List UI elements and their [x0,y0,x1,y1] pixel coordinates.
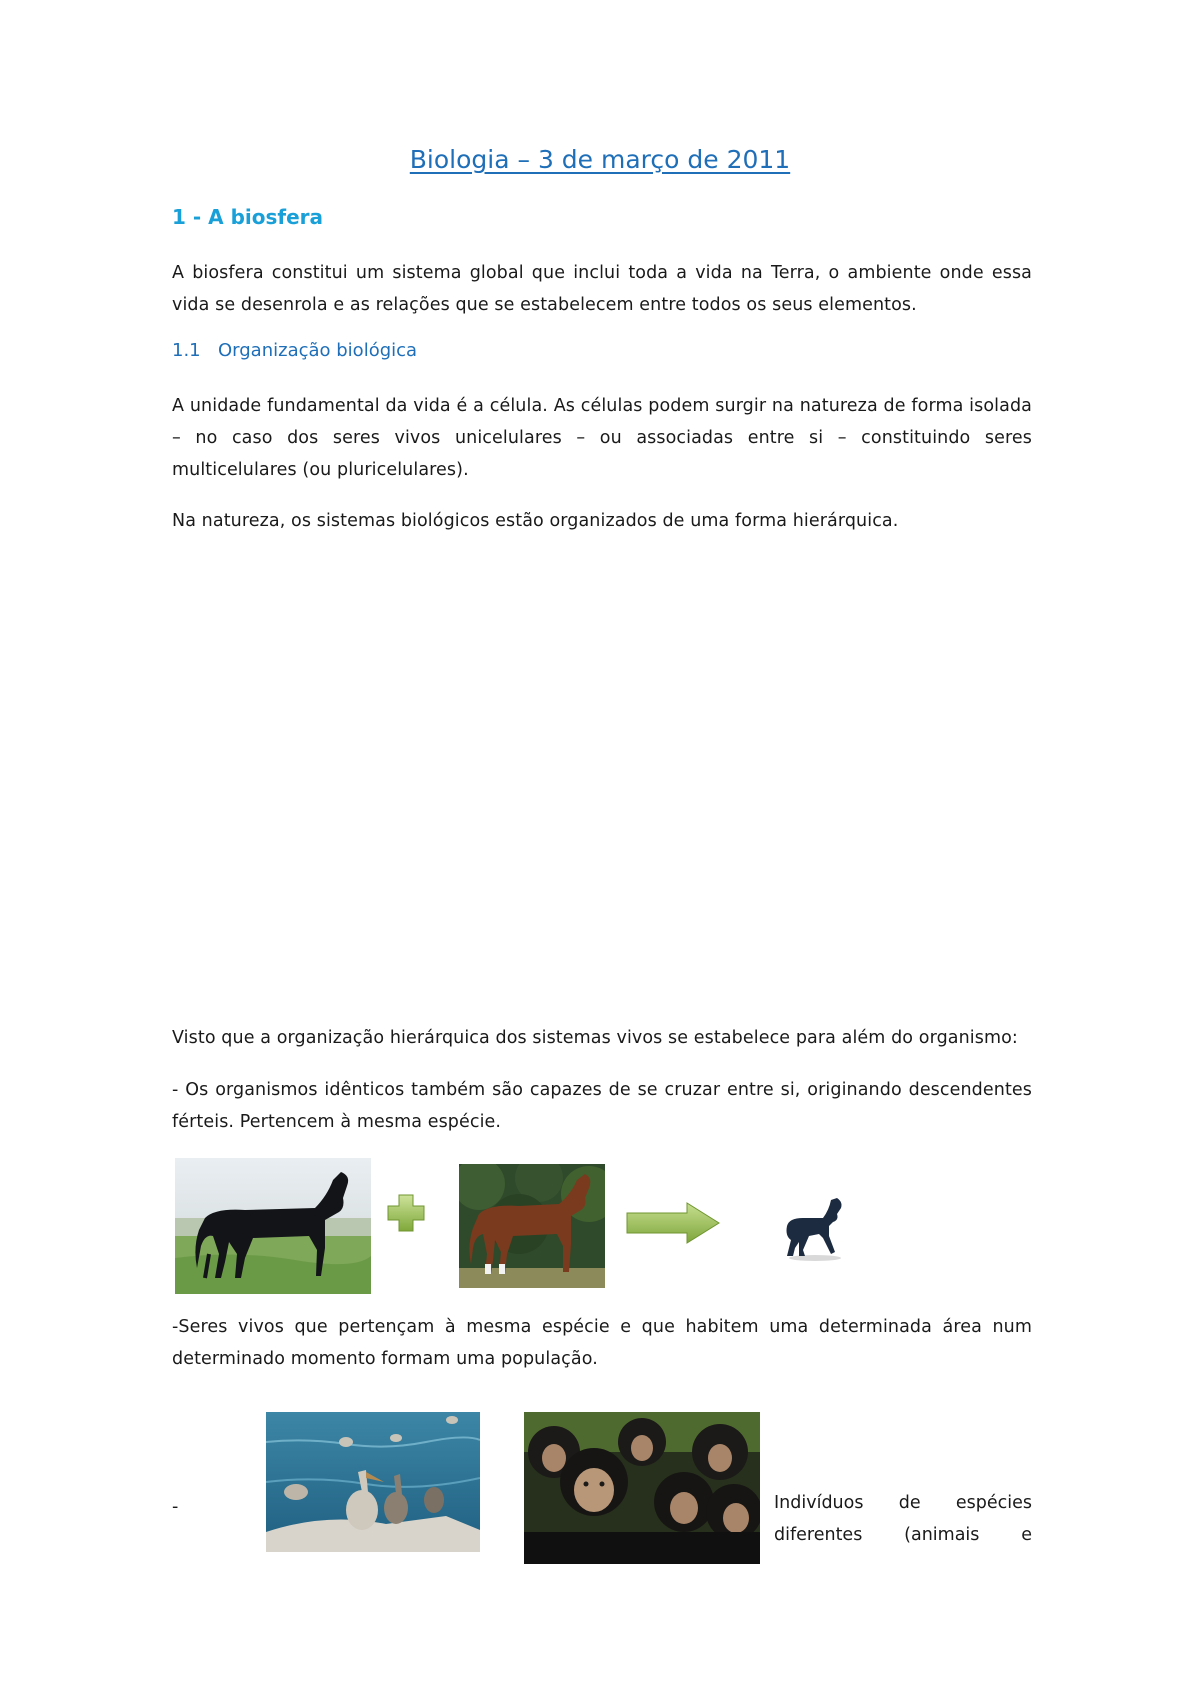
plus-icon [386,1193,426,1233]
brown-horse-photo [459,1164,605,1288]
side-text-line-2: diferentes (animais e [774,1525,1032,1545]
paragraph-especie: - Os organismos idênticos também são capazes de se cruzar entre si, originando descendentes férteis. Pertencem à mesma espécie. [172,1080,1032,1132]
paragraph-celula: A unidade fundamental da vida é a célula. As células podem surgir na natureza de forma isolada – no caso dos seres vivos unicelulares – ou associadas entre si – constituindo seres multicelulares (ou pluricelulares). [172,396,1032,480]
subsection-number: 1.1 [172,340,201,361]
black-foal-silhouette [779,1196,851,1262]
page-title: Biologia – 3 de março de 2011 [409,145,791,174]
chimpanzees-photo [524,1412,760,1564]
subsection-heading-organizacao [172,340,417,361]
side-text-line-1: Indivíduos de espécies [774,1493,1032,1513]
subsection-title: Organização biológica [218,340,418,361]
side-text-block [774,1487,1032,1551]
list-dash: - [172,1497,179,1517]
paragraph-visto: Visto que a organização hierárquica dos sistemas vivos se estabelece para além do organismo: [172,1028,1018,1048]
paragraph-populacao: -Seres vivos que pertençam à mesma espécie e que habitem uma determinada área num determinado momento formam uma população. [172,1317,1032,1369]
section-heading-biosfera: 1 - A biosfera [172,205,324,229]
paragraph-biosfera: A biosfera constitui um sistema global que inclui toda a vida na Terra, o ambiente onde essa vida se desenrola e as relações que se estabelecem entre todos os seus elementos. [172,263,1032,315]
black-horse-photo [175,1158,371,1294]
pelicans-photo [266,1412,480,1552]
paragraph-hierarquia: Na natureza, os sistemas biológicos estão organizados de uma forma hierárquica. [172,511,899,531]
right-arrow-icon [625,1201,721,1245]
